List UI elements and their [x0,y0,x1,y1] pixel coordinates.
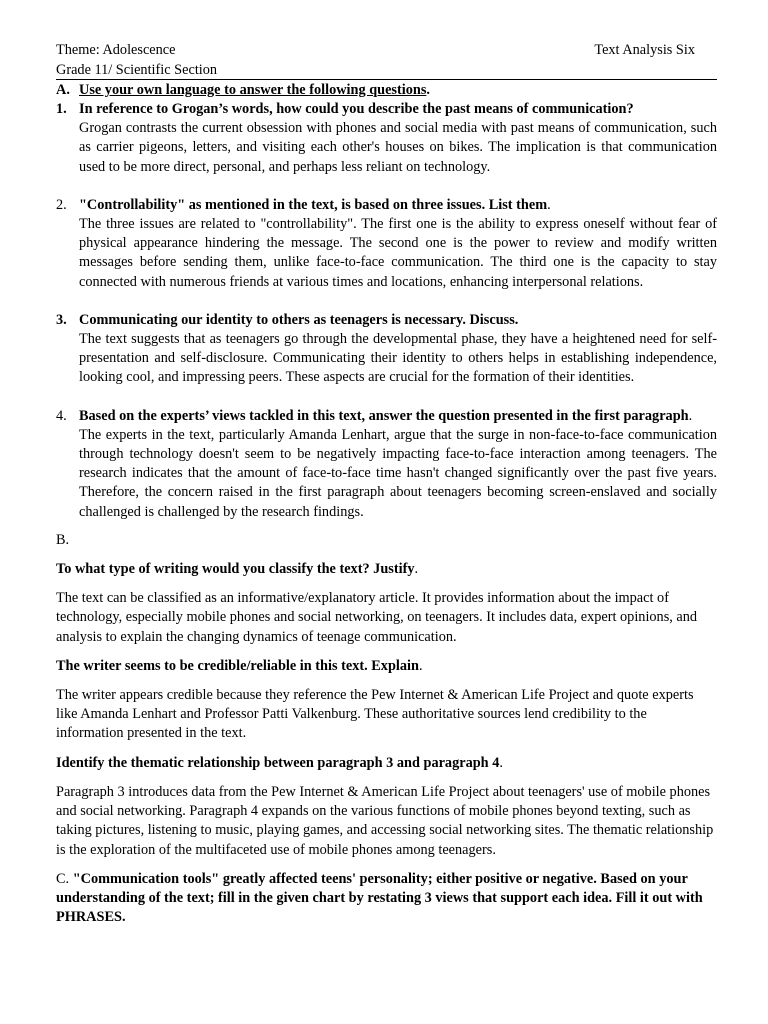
question-item [56,311,717,388]
question-text: Communicating our identity to others as teenagers is necessary. Discuss. [79,311,519,328]
section-a-instruction: Use your own language to answer the following questions [79,82,427,98]
question-text: "Controllability" as mentioned in the text, is based on three issues. List them [79,196,548,213]
b-answer-2: The writer appears credible because they reference the Pew Internet & American Life Project and quote experts like Amanda Lenhart and Professor Patti Valkenburg. These authoritative sources lend credibility to the information presented in the text. [56,687,694,742]
b-question-end: . [499,754,503,771]
question-number: 3. [56,311,67,328]
b-question-end: . [414,561,419,578]
answer-text: The three issues are related to "controllability". The first one is the ability to express oneself without fear of physical appearance hindering the message. The second one is the power to review and modify written messages before sending them, unlike face-to-face communication. The third one is the capacity to stay connected with numerous friends at various times and locations, enhancing interpersonal relations. [79,216,717,290]
answer-text: The experts in the text, particularly Amanda Lenhart, argue that the surge in non-face-to-face communication through technology doesn't seem to be negatively impacting face-to-face interaction among teenagers. The research indicates that the amount of face-to-face time hasn't changed significantly over the past five years. Therefore, the concern raised in the first paragraph about teenagers becoming screen-enslaved and socially challenged is challenged by the research findings. [79,426,717,520]
question-end: . [688,407,693,424]
b-question-3 [56,754,717,773]
question-text: Based on the experts’ views tackled in this text, answer the question presented in the first paragraph [79,407,689,424]
section-c [56,870,717,928]
b-question-end: . [418,657,423,674]
question-item [56,407,717,522]
question-end: . [547,196,551,213]
section-c-label: C. [56,870,70,887]
section-a-instruction-end: . [426,82,430,98]
document-title: Text Analysis Six [594,42,695,58]
b-answer-3: Paragraph 3 introduces data from the Pew Internet & American Life Project about teenagers' use of mobile phones and social networking. Paragraph 4 expands on the various functions of mobile phones beyond texting, such as taking pictures, listening to music, playing games, and accessing social networking sites. The thematic relationship is the exploration of the multifaceted use of mobile phones among teenagers. [56,783,714,858]
header-left [56,41,217,80]
b-question-1 [56,560,717,579]
question-text: In reference to Grogan’s words, how could you describe the past means of communication? [79,101,634,117]
question-number: 1. [56,101,67,117]
section-b-label: B. [56,531,70,548]
section-a-heading [56,81,717,100]
question-item [56,196,717,292]
document-body [56,81,717,927]
question-item [56,100,717,177]
b-question-text: To what type of writing would you classify the text? Justify [56,561,415,578]
answer-text: The text suggests that as teenagers go through the developmental phase, they have a heightened need for self-presentation and self-disclosure. Communicating their identity to others helps in establishing independence, looking cool, and impressing peers. These aspects are crucial for the formation of their identities. [79,331,717,386]
b-answer-1: The text can be classified as an informative/explanatory article. It provides information about the impact of technology, especially mobile phones and social networking, on teenagers. It includes data, expert opinions, and analysis to explain the changing dynamics of teenage communication. [56,590,698,645]
page-header [56,41,717,80]
grade-label: Grade 11/ Scientific Section [56,61,218,78]
b-question-2 [56,657,717,676]
theme-label: Theme: Adolescence [56,42,176,58]
b-question-text: Identify the thematic relationship between paragraph 3 and paragraph 4 [56,754,500,771]
question-number: 4. [56,407,67,424]
section-a-label: A. [56,82,70,98]
section-c-prompt: "Communication tools" greatly affected teens' personality; either positive or negative. Based on your understanding of the text; fill in the given chart by restating 3 views that support each idea. Fill it out with PHRASES. [56,870,703,926]
answer-text: Grogan contrasts the current obsession with phones and social media with past means of communication, such as carrier pigeons, letters, and visiting each other's houses on bikes. The implication is that communication used to be more direct, personal, and perhaps less reliant on technology. [79,120,717,175]
question-number: 2. [56,196,67,213]
b-question-text: The writer seems to be credible/reliable in this text. Explain [56,657,419,674]
